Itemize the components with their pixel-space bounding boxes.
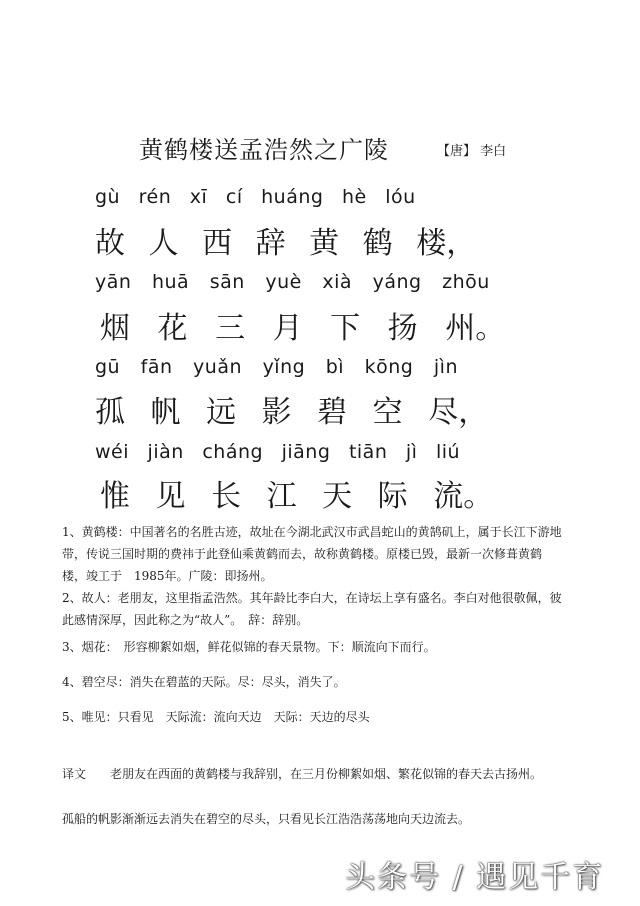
poem-line-4: 惟 见 长 江 天 际 流。	[100, 479, 494, 514]
note-3: 3、烟花： 形容柳絮如烟，鲜花似锦的春天景物。下：顺流向下而行。	[62, 640, 436, 654]
pinyin-line-2: yān huā sān yuè xià yáng zhōu	[95, 271, 490, 293]
pinyin-line-1: gù rén xī cí huáng hè lóu	[95, 186, 416, 208]
poem-line-3: 孤 帆 远 影 碧 空 尽，	[95, 395, 489, 430]
pinyin-line-3: gū fān yuǎn yǐng bì kōng jìn	[95, 356, 458, 378]
poem-title: 黄鹤楼送孟浩然之广陵	[139, 136, 389, 164]
translation-line-2: 孤船的帆影渐渐远去消失在碧空的尽头，只看见长江浩浩荡荡地向天边流去。	[62, 812, 471, 826]
note-2: 2、故人：老朋友，这里指孟浩然。其年龄比李白大，在诗坛上享有盛名。李白对他很敬佩，彼此感情深厚，因此称之为“故人”。 辞：辞别。	[62, 591, 562, 627]
pinyin-line-4: wéi jiàn cháng jiāng tiān jì liú	[95, 441, 461, 463]
note-1: 1、黄鹤楼：中国著名的名胜古迹，故址在今湖北武汉市武昌蛇山的黄鹄矶上，属于长江下游地带，传说三国时期的费祎于此登仙乘黄鹤而去，故称黄鹤楼。原楼已毁，最新一次修葺黄鹤楼，竣工于 1985年。广陵：即扬州。	[62, 525, 562, 583]
poem-line-1: 故 人 西 辞 黄 鹤 楼，	[95, 226, 477, 261]
note-5: 5、唯见：只看见 天际流：流向天边 天际：天边的尽头	[62, 710, 370, 724]
translation-line-1	[62, 765, 542, 782]
note-4: 4、碧空尽：消失在碧蓝的天际。尽：尽头，消失了。	[62, 675, 346, 689]
translation-label: 译文	[62, 767, 87, 781]
poem-author: 【唐】 李白	[437, 144, 507, 159]
poem-line-2: 烟 花 三 月 下 扬 州。	[100, 311, 506, 346]
watermark: 头条号 / 遇见千育	[345, 860, 605, 895]
translation-text-1: 老朋友在西面的黄鹤楼与我辞别，在三月份柳絮如烟、繁花似锦的春天去古扬州。	[110, 767, 543, 781]
